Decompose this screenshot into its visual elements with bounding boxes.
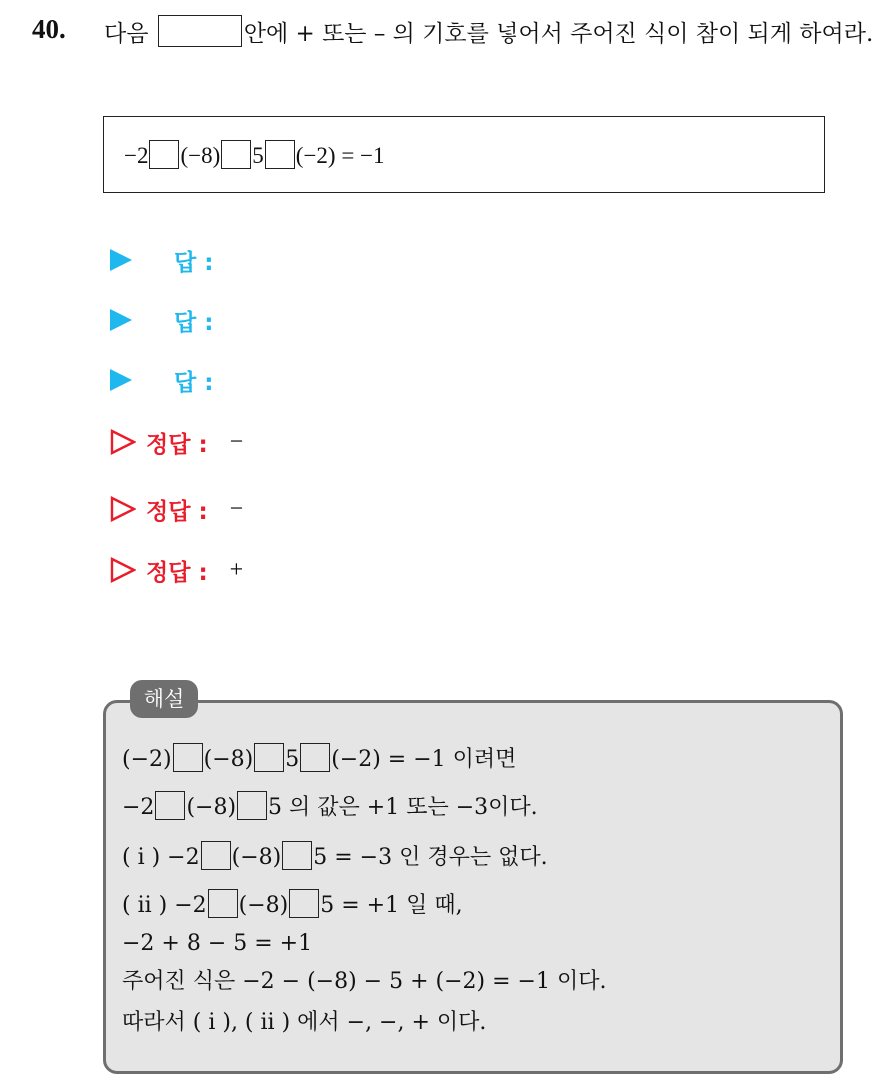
answer-label: 답 : (174, 309, 214, 336)
solution-text: (−2) = −1 이려면 (331, 747, 517, 772)
blank-box (208, 889, 238, 918)
outline-arrow-icon (110, 496, 136, 522)
solution-text: −2 (122, 795, 155, 820)
solution-line: 주어진 식은 −2 − (−8) − 5 + (−2) = −1 이다. (122, 969, 607, 994)
blank-box (237, 791, 267, 820)
correct-answer-value: − (229, 495, 244, 522)
blank-box (289, 889, 319, 918)
blank-box (155, 791, 185, 820)
answer-row (110, 362, 213, 398)
answer-row (110, 302, 213, 338)
blank-box (282, 841, 312, 870)
blank-box (149, 140, 179, 169)
solution-text: 5 의 값은 +1 또는 −3이다. (268, 795, 538, 820)
solution-line: −2 + 8 − 5 = +1 (122, 931, 313, 956)
play-arrow-icon (110, 249, 132, 271)
equation-term-2: (−8) (180, 143, 221, 168)
equation-term-1: −2 (124, 143, 149, 168)
equation-term-3: 5 (252, 143, 264, 168)
question-text (104, 14, 874, 54)
question-text-before: 다음 (104, 21, 149, 47)
answer-label: 답 : (174, 249, 214, 276)
correct-answer-label: 정답 : (146, 559, 208, 586)
solution-text: (−8) (203, 747, 254, 772)
correct-answer-row (110, 552, 243, 588)
correct-answer-row (110, 424, 243, 460)
solution-text: 5 = +1 일 때, (320, 893, 463, 918)
solution-text: (−8) (238, 893, 289, 918)
solution-text: ( i ) −2 (122, 845, 200, 870)
solution-line (122, 743, 516, 775)
solution-text: 5 = −3 인 경우는 없다. (313, 845, 548, 870)
solution-text: 5 (285, 747, 300, 772)
solution-line: 따라서 ( i ), ( ii ) 에서 −, −, + 이다. (122, 1010, 487, 1035)
blank-box (158, 15, 242, 47)
correct-answer-value: + (229, 556, 244, 583)
answer-label: 답 : (174, 369, 214, 396)
solution-line (122, 841, 548, 873)
outline-arrow-icon (110, 429, 136, 455)
solution-text: ( ii ) −2 (122, 893, 207, 918)
correct-answer-label: 정답 : (146, 498, 208, 525)
answer-row (110, 242, 213, 278)
solution-line (122, 791, 538, 823)
correct-answer-value: − (229, 428, 244, 455)
blank-box (300, 743, 330, 772)
blank-box (201, 841, 231, 870)
problem-number: 40. (32, 14, 66, 44)
blank-box (265, 140, 295, 169)
question-text-after: 안에 + 또는 – 의 기호를 넣어서 주어진 식이 참이 되게 하여라. (243, 21, 874, 47)
solution-text: (−8) (231, 845, 282, 870)
outline-arrow-icon (110, 557, 136, 583)
blank-box (173, 743, 203, 772)
equation-term-4: (−2) = −1 (295, 143, 385, 168)
play-arrow-icon (110, 309, 132, 331)
solution-tag: 해설 (130, 680, 198, 718)
solution-text: (−8) (186, 795, 237, 820)
correct-answer-label: 정답 : (146, 431, 208, 458)
correct-answer-row (110, 491, 243, 527)
play-arrow-icon (110, 369, 132, 391)
blank-box (254, 743, 284, 772)
solution-line (122, 889, 463, 921)
solution-text: (−2) (122, 747, 172, 772)
equation-box (103, 116, 825, 193)
blank-box (221, 140, 251, 169)
